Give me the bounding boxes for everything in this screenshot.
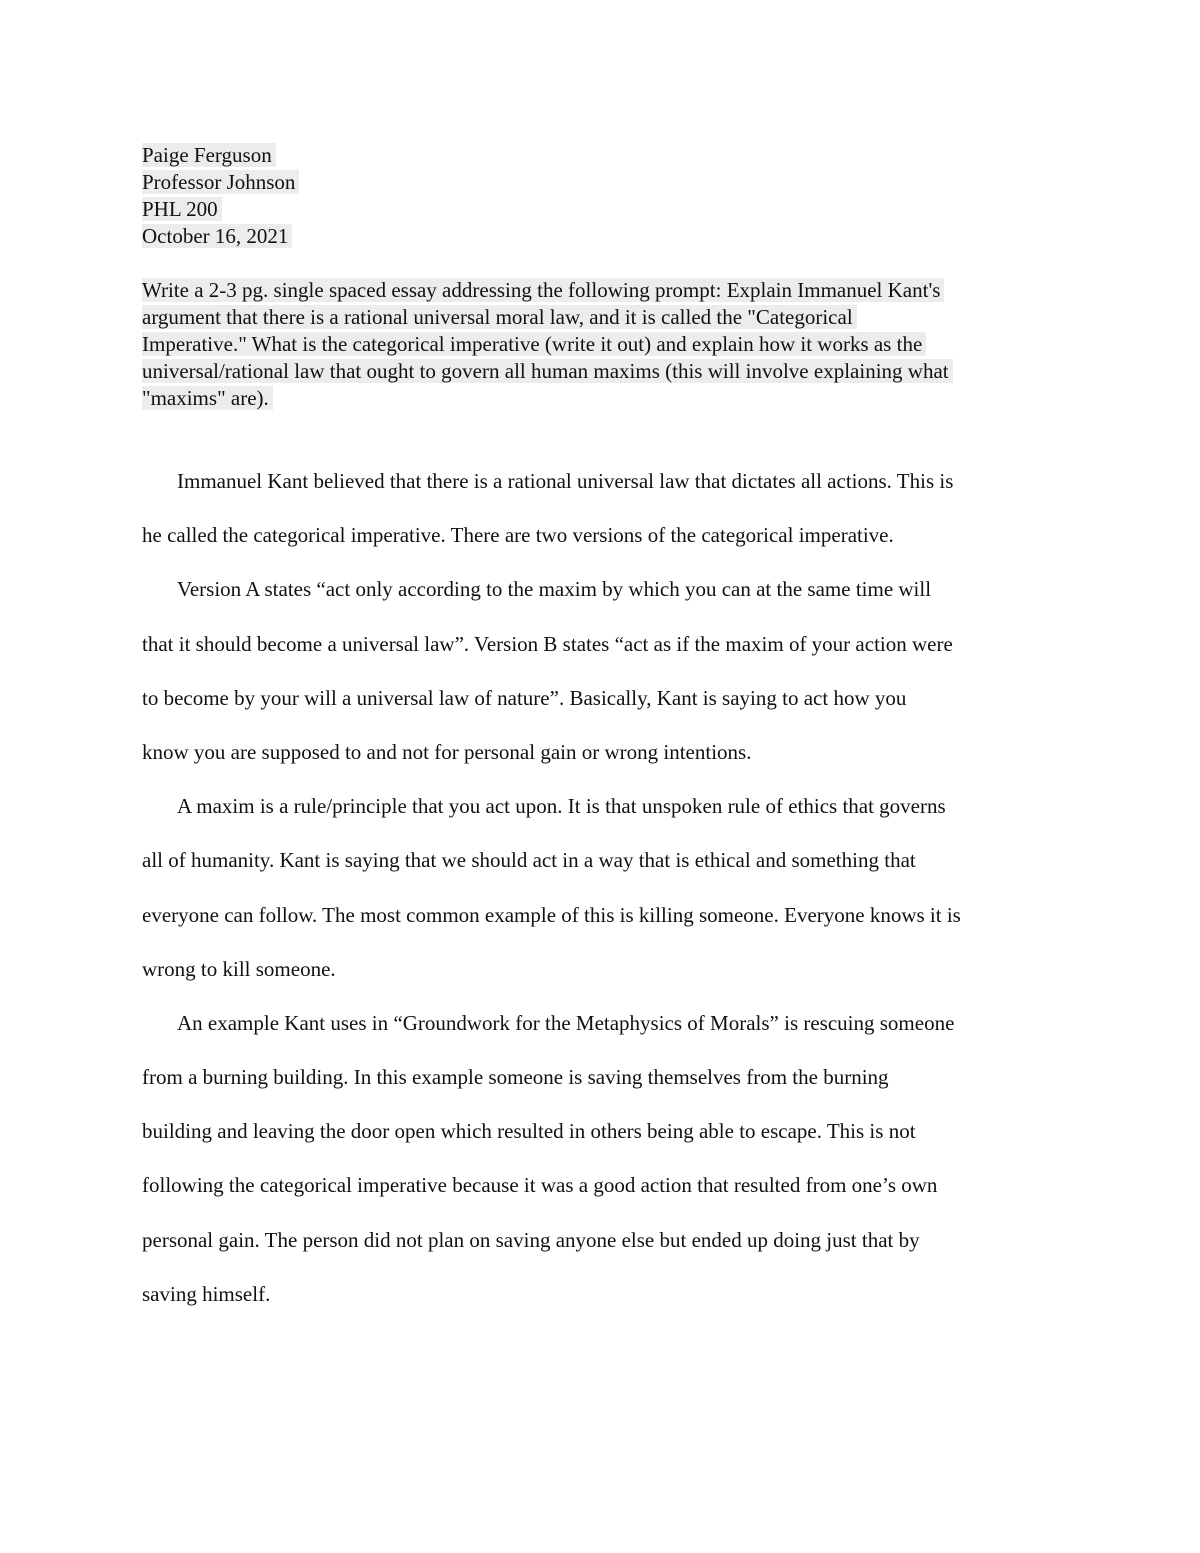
- essay-line: wrong to kill someone.: [142, 956, 336, 981]
- essay-line: Version A states “act only according to the maxim by which you can at the same time will: [177, 577, 932, 602]
- course-code: PHL 200: [142, 197, 222, 221]
- essay-line: he called the categorical imperative. There are two versions of the categorical imperative.: [142, 523, 894, 548]
- prompt-line-text: universal/rational law that ought to govern all human maxims (this will involve explaining what: [142, 359, 953, 383]
- essay-date: October 16, 2021: [142, 224, 292, 248]
- essay-line: An example Kant uses in “Groundwork for the Metaphysics of Morals” is rescuing someone: [177, 1010, 955, 1035]
- essay-line: A maxim is a rule/principle that you act upon. It is that unspoken rule of ethics that governs: [177, 794, 946, 819]
- prompt-line: [142, 358, 1062, 385]
- essay-line: to become by your will a universal law of nature”. Basically, Kant is saying to act how you: [142, 685, 907, 710]
- prompt-line: [142, 277, 1062, 304]
- essay-line: all of humanity. Kant is saying that we should act in a way that is ethical and something that: [142, 848, 916, 873]
- essay-line: know you are supposed to and not for personal gain or wrong intentions.: [142, 739, 752, 764]
- essay-line: that it should become a universal law”. Version B states “act as if the maxim of your action were: [142, 631, 953, 656]
- prompt-line: [142, 331, 1062, 358]
- essay-line: everyone can follow. The most common example of this is killing someone. Everyone knows it is: [142, 902, 961, 927]
- prompt-line-text: Imperative." What is the categorical imperative (write it out) and explain how it works as the: [142, 332, 926, 356]
- essay-line: Immanuel Kant believed that there is a rational universal law that dictates all actions. This is: [177, 469, 954, 493]
- essay-prompt: [142, 277, 1062, 412]
- essay-line: following the categorical imperative because it was a good action that resulted from one’s own: [142, 1173, 938, 1198]
- professor-name-line: [142, 169, 1062, 196]
- essay-body: [142, 454, 1072, 1321]
- essay-line: building and leaving the door open which resulted in others being able to escape. This is not: [142, 1119, 916, 1144]
- essay-line: saving himself.: [142, 1281, 271, 1306]
- student-name: Paige Ferguson: [142, 143, 276, 167]
- prompt-line: [142, 304, 1062, 331]
- essay-date-line: [142, 223, 1062, 250]
- prompt-line-text: "maxims" are).: [142, 386, 273, 410]
- prompt-line-text: Write a 2-3 pg. single spaced essay addressing the following prompt: Explain Immanuel Kant's: [142, 278, 944, 302]
- professor-name: Professor Johnson: [142, 170, 299, 194]
- prompt-line: [142, 385, 1062, 412]
- essay-line: from a burning building. In this example someone is saving themselves from the burning: [142, 1065, 889, 1090]
- essay-line: personal gain. The person did not plan on saving anyone else but ended up doing just that by: [142, 1227, 920, 1252]
- prompt-line-text: argument that there is a rational universal moral law, and it is called the "Categorical: [142, 305, 857, 329]
- course-code-line: [142, 196, 1062, 223]
- essay-header: [142, 142, 1062, 250]
- student-name-line: [142, 142, 1062, 169]
